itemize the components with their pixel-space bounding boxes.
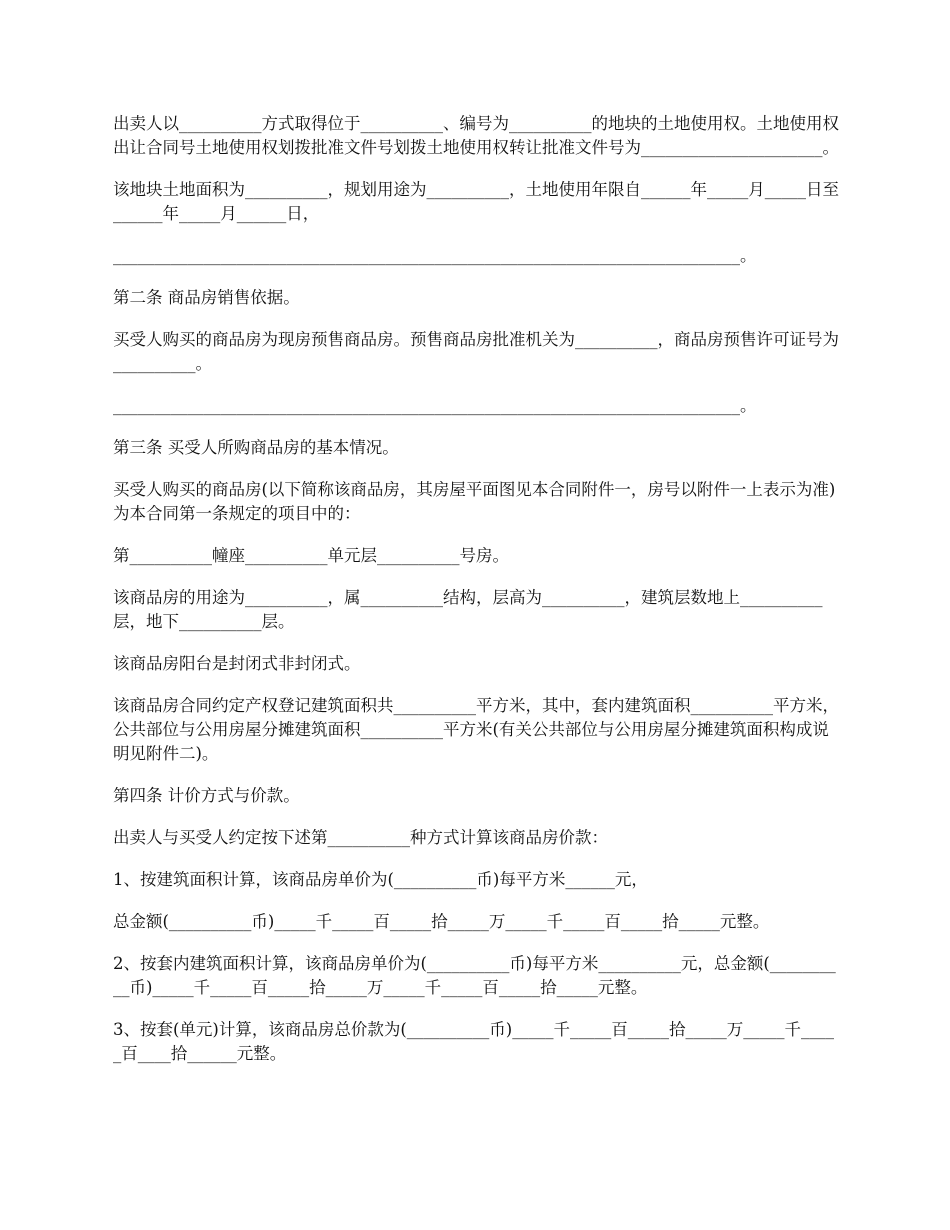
room-number-paragraph: 第__________幢座__________单元层__________号房。 (113, 546, 509, 565)
article-2-heading: 第二条 商品房销售依据。 (113, 288, 300, 307)
pricing-option-1: 1、按建筑面积计算，该商品房单价为(__________币)每平方米______元， (113, 870, 648, 889)
pricing-method-paragraph: 出卖人与买受人约定按下述第__________种方式计算该商品房价款： (113, 828, 608, 847)
pricing-option-3: 3、按套(单元)计算，该商品房总价款为(__________币)_____千_____百_____拾_____万_____千_____百____拾______元整。 (113, 1020, 834, 1063)
pricing-option-2: 2、按套内建筑面积计算，该商品房单价为(__________币)每平方米__________元，总金额(__________币)_____千_____百_____拾_____万_____千_____百_____拾_____元整。 (113, 954, 836, 997)
floor-area-paragraph: 该商品房合同约定产权登记建筑面积共__________平方米，其中，套内建筑面积__________平方米，公共部位与公用房屋分摊建筑面积__________平方米(有关公共部位与公用房屋分摊建筑面积构成说明见附件二)。 (113, 696, 839, 763)
article-4-heading: 第四条 计价方式与价款。 (113, 786, 300, 805)
contract-document (113, 112, 840, 1084)
property-usage-paragraph: 该商品房的用途为__________，属__________结构，层高为__________，建筑层数地上__________层，地下__________层。 (113, 588, 823, 631)
blank-line: ____________________________________________________________________________。 (113, 246, 757, 265)
land-area-paragraph: 该地块土地面积为__________，规划用途为__________，土地使用年限自______年_____月_____日至______年_____月______日， (113, 180, 839, 223)
presale-approval-paragraph: 买受人购买的商品房为现房预售商品房。预售商品房批准机关为__________，商品房预售许可证号为__________。 (113, 330, 839, 373)
property-description-paragraph: 买受人购买的商品房(以下简称该商品房，其房屋平面图见本合同附件一，房号以附件一上表示为准)为本合同第一条规定的项目中的： (113, 480, 836, 523)
balcony-paragraph: 该商品房阳台是封闭式非封闭式。 (113, 654, 361, 673)
land-use-right-paragraph: 出卖人以__________方式取得位于__________、编号为__________的地块的土地使用权。土地使用权出让合同号土地使用权划拨批准文件号划拨土地使用权转让批准文件号为______________________。 (113, 114, 839, 157)
pricing-option-1-total: 总金额(__________币)_____千_____百_____拾_____万_____千_____百_____拾_____元整。 (113, 912, 770, 931)
blank-line: ____________________________________________________________________________。 (113, 396, 757, 415)
article-3-heading: 第三条 买受人所购商品房的基本情况。 (113, 438, 399, 457)
